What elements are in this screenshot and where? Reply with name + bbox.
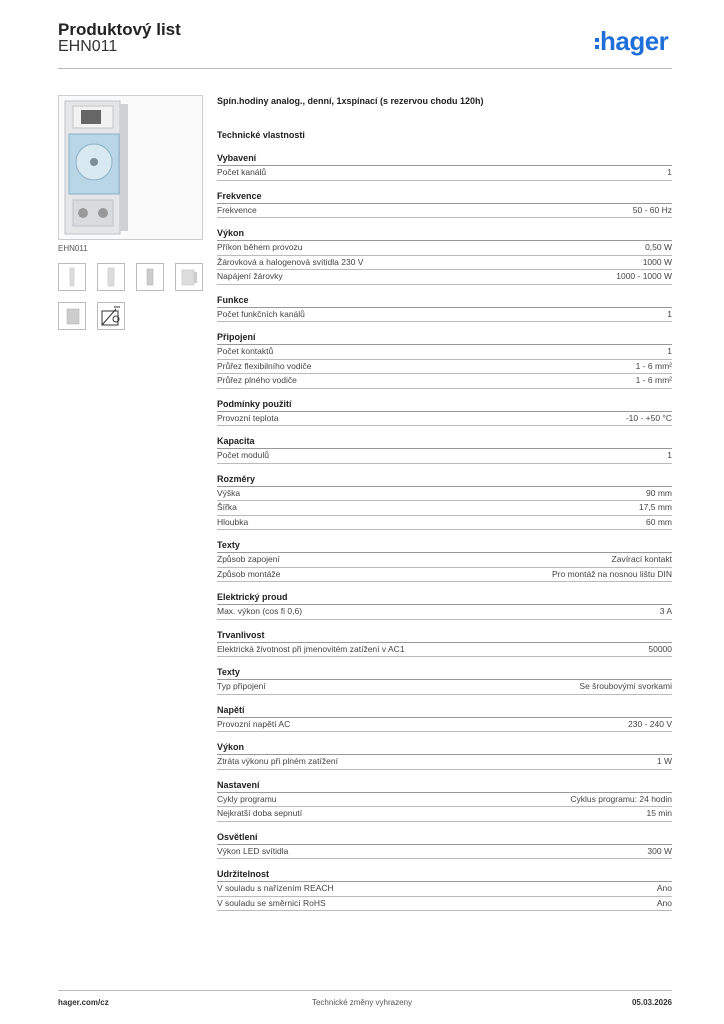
thumbnail-depth[interactable] (175, 263, 203, 291)
property-value: 17,5 mm (638, 502, 672, 512)
thumbnail-profile[interactable] (58, 302, 86, 330)
group-title: Kapacita (217, 434, 672, 449)
property-value: 1 (667, 450, 672, 460)
group-title: Napětí (217, 703, 672, 718)
device-depth-icon (176, 264, 202, 290)
property-value: Pro montáž na nosnou lištu DIN (551, 568, 672, 579)
property-label: Cykly programu (217, 793, 277, 804)
property-row (217, 501, 672, 516)
logo-text: hager (600, 26, 669, 56)
property-row (217, 568, 672, 583)
time-switch-icon (59, 96, 202, 239)
property-label: Počet kontaktů (217, 346, 274, 356)
device-profile-icon (59, 303, 85, 329)
property-label: Žárovková a halogenová svítidla 230 V (217, 256, 364, 267)
technical-content (217, 96, 672, 919)
property-group (217, 151, 672, 181)
page-title: Produktový list (58, 20, 181, 39)
header-divider (58, 68, 672, 69)
footer-website[interactable]: hager.com/cz (58, 998, 109, 1007)
property-group (217, 538, 672, 582)
property-row (217, 256, 672, 271)
property-value: 230 - 240 V (628, 718, 672, 729)
property-row (217, 166, 672, 181)
property-row (217, 680, 672, 695)
property-value: 1000 W (642, 256, 672, 267)
thumbnail-wiring[interactable] (97, 302, 125, 330)
property-label: Způsob montáže (217, 568, 281, 579)
footer-note: Technické změny vyhrazeny (311, 998, 413, 1007)
property-group (217, 397, 672, 427)
property-value: 1000 - 1000 W (616, 271, 672, 281)
device-side-icon (98, 264, 124, 290)
product-image (58, 95, 203, 240)
property-group (217, 830, 672, 860)
image-caption: EHN011 (58, 244, 88, 253)
property-value: 50000 (648, 643, 672, 654)
property-value: Zavírací kontakt (611, 554, 672, 564)
property-label: Výkon LED svítidla (217, 845, 289, 856)
property-label: Průřez flexibilního vodiče (217, 360, 312, 371)
property-groups (217, 151, 672, 911)
group-title: Připojení (217, 330, 672, 345)
property-group (217, 330, 672, 389)
property-group (217, 189, 672, 219)
technical-properties-title: Technické vlastnosti (217, 130, 305, 140)
property-value: 1 (667, 167, 672, 177)
logo-dots-icon (595, 35, 599, 52)
property-group (217, 226, 672, 285)
property-label: Frekvence (217, 204, 257, 215)
property-group (217, 628, 672, 658)
property-label: Elektrická životnost při jmenovitém zatížení v AC1 (217, 643, 405, 654)
property-group (217, 778, 672, 822)
property-value: 1 (667, 346, 672, 356)
device-front-icon (59, 264, 85, 290)
hager-logo[interactable] (595, 26, 668, 57)
property-label: Provozní teplota (217, 412, 279, 423)
group-title: Osvětlení (217, 830, 672, 845)
property-value: 15 min (646, 808, 672, 818)
footer-divider (58, 990, 672, 991)
property-value: 1 W (656, 756, 672, 766)
property-group (217, 472, 672, 531)
property-label: Ztráta výkonu při plném zatížení (217, 756, 338, 766)
thumbnail-front[interactable] (58, 263, 86, 291)
property-value: 1 (667, 308, 672, 319)
property-row (217, 643, 672, 658)
property-value: 300 W (647, 845, 672, 856)
group-title: Frekvence (217, 189, 672, 204)
property-label: Typ připojení (217, 681, 266, 691)
property-value: 0,50 W (645, 242, 672, 252)
property-value: Ano (656, 883, 672, 893)
property-value: 1 - 6 mm² (635, 375, 672, 385)
property-row (217, 793, 672, 808)
property-label: Provozní napětí AC (217, 718, 291, 729)
property-label: Počet kanálů (217, 167, 267, 177)
property-row (217, 516, 672, 531)
property-label: Napájení žárovky (217, 271, 283, 281)
group-title: Nastavení (217, 778, 672, 793)
group-title: Vybavení (217, 151, 672, 166)
property-group (217, 740, 672, 770)
property-row (217, 360, 672, 375)
device-terminals-icon (137, 264, 163, 290)
property-row (217, 882, 672, 897)
property-label: Způsob zapojení (217, 554, 280, 564)
property-label: V souladu s nařízením REACH (217, 883, 334, 893)
property-value: Ano (656, 897, 672, 908)
property-label: Počet modulů (217, 450, 269, 460)
property-label: Hloubka (217, 516, 249, 527)
property-value: Cyklus programu: 24 hodin (570, 793, 672, 804)
property-label: Příkon během provozu (217, 242, 303, 252)
product-description: Spín.hodiny analog., denní, 1xspínací (s rezervou chodu 120h) (217, 96, 484, 106)
footer-date: 05.03.2026 (631, 998, 672, 1007)
property-row (217, 308, 672, 323)
property-group (217, 703, 672, 733)
property-group (217, 434, 672, 464)
property-value: Se šroubovými svorkami (579, 681, 672, 691)
property-row (217, 605, 672, 620)
property-row (217, 374, 672, 389)
group-title: Výkon (217, 226, 672, 241)
property-value: 3 A (659, 606, 672, 616)
property-row (217, 412, 672, 427)
property-value: 50 - 60 Hz (632, 204, 672, 215)
property-label: Nejkratší doba sepnutí (217, 808, 303, 818)
group-title: Rozměry (217, 472, 672, 487)
group-title: Podmínky použití (217, 397, 672, 412)
property-row (217, 718, 672, 733)
property-value: -10 - +50 °C (625, 412, 672, 423)
group-title: Výkon (217, 740, 672, 755)
thumbnail-terminals[interactable] (136, 263, 164, 291)
property-row (217, 241, 672, 256)
property-label: V souladu se směrnicí RoHS (217, 897, 326, 908)
property-group (217, 665, 672, 695)
thumbnail-side[interactable] (97, 263, 125, 291)
property-value: 1 - 6 mm² (635, 360, 672, 371)
property-group (217, 590, 672, 620)
property-row (217, 345, 672, 360)
group-title: Texty (217, 538, 672, 553)
group-title: Trvanlivost (217, 628, 672, 643)
property-value: 60 mm (646, 516, 672, 527)
property-group (217, 867, 672, 911)
product-code: EHN011 (58, 38, 118, 55)
property-label: Výška (217, 487, 241, 498)
property-group (217, 293, 672, 323)
property-row (217, 270, 672, 285)
property-label: Počet funkčních kanálů (217, 308, 305, 319)
group-title: Udržitelnost (217, 867, 672, 882)
property-label: Průřez plného vodiče (217, 375, 297, 385)
group-title: Funkce (217, 293, 672, 308)
property-row (217, 487, 672, 502)
property-label: Max. výkon (cos fi 0,6) (217, 606, 303, 616)
wiring-diagram-icon (98, 303, 124, 329)
property-row (217, 204, 672, 219)
property-row (217, 553, 672, 568)
property-row (217, 845, 672, 860)
property-row (217, 807, 672, 822)
property-label: Šířka (217, 502, 237, 512)
property-row (217, 897, 672, 912)
property-value: 90 mm (646, 487, 672, 498)
group-title: Elektrický proud (217, 590, 672, 605)
property-row (217, 449, 672, 464)
group-title: Texty (217, 665, 672, 680)
property-row (217, 755, 672, 770)
